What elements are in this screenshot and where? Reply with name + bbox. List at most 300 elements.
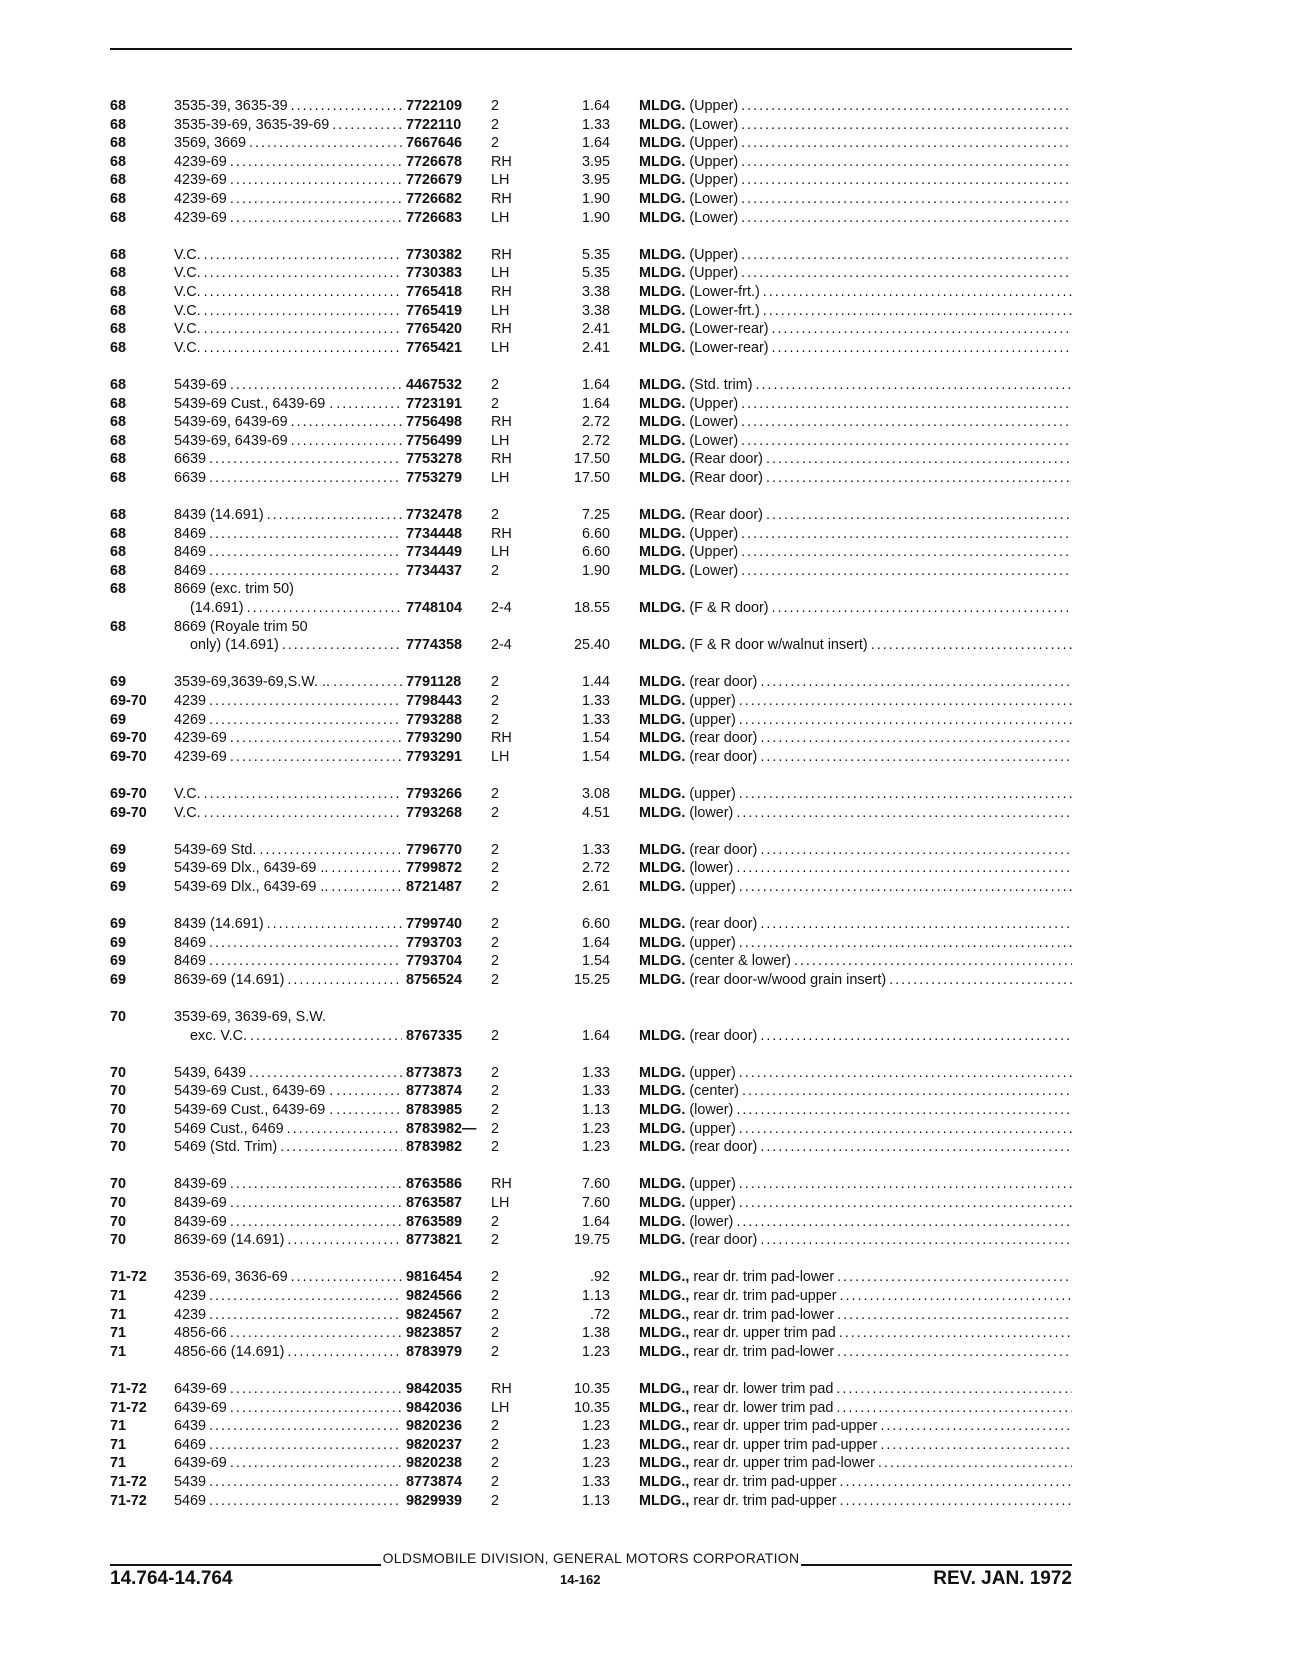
model-year: 71-72 (110, 1492, 147, 1509)
body-model: 8469 . . . (174, 952, 404, 971)
description-name: MLDG. (639, 878, 686, 895)
description-detail: rear dr. trim pad-lower (689, 1343, 835, 1360)
parts-row (110, 1101, 1072, 1120)
part-number: 7756499 (402, 432, 462, 451)
list-price: 1.23 (581, 1343, 610, 1360)
model-year: 68 (110, 246, 127, 263)
description-name: MLDG. (639, 600, 686, 617)
list-price: 3.08 (581, 785, 610, 802)
model-year: 71-72 (110, 1269, 147, 1286)
model-year: 71 (110, 1343, 127, 1360)
list-price: 1.33 (581, 116, 610, 133)
part-description (639, 748, 1072, 767)
quantity: 2 (491, 1325, 500, 1342)
description-detail: (Rear door) (685, 451, 763, 468)
body-model: 8439 (14.691) . . . (174, 506, 404, 525)
quantity: 2 (491, 916, 500, 933)
description-detail: (rear door) (685, 1139, 758, 1156)
part-number: 9842036 (402, 1399, 462, 1418)
model-year: 68 (110, 544, 127, 561)
body-model: 8439-69 . . . (174, 1175, 404, 1194)
description-name: MLDG. (639, 302, 686, 319)
list-price: 3.95 (581, 153, 610, 170)
description-name: MLDG. (639, 469, 686, 486)
quantity: 2 (491, 693, 500, 709)
list-price: 18.55 (573, 600, 610, 617)
description-name: MLDG. (639, 376, 686, 393)
quantity: LH (491, 209, 510, 226)
quantity: 2 (491, 1343, 500, 1360)
part-number: 7667646 (402, 134, 462, 153)
quantity: RH (491, 1176, 512, 1193)
description-detail: (upper) (685, 878, 736, 895)
quantity: 2 (491, 376, 500, 393)
parts-group (110, 1008, 1072, 1045)
description-detail: rear dr. trim pad-upper (689, 1492, 837, 1509)
list-price: 1.90 (581, 562, 610, 579)
model-year: 68 (110, 525, 127, 542)
list-price: 5.35 (581, 246, 610, 263)
part-description (639, 264, 1072, 283)
part-description (639, 153, 1072, 172)
list-price: 1.90 (581, 209, 610, 226)
model-year: 68 (110, 153, 127, 170)
description-detail: (Rear door) (685, 507, 763, 524)
list-price: .72 (589, 1306, 610, 1323)
parts-row (110, 934, 1072, 953)
parts-row (110, 283, 1072, 302)
part-description (639, 692, 1072, 711)
description-name: MLDG. (639, 730, 686, 747)
part-number: 7722110 (402, 116, 461, 135)
part-number: 7730382 (402, 246, 462, 265)
part-number: 8721487 (402, 878, 462, 897)
model-year: 70 (110, 1176, 127, 1193)
footer-rule-right (801, 1564, 1072, 1566)
part-number: 7791128 (402, 673, 461, 692)
parts-group (110, 1380, 1072, 1510)
part-description (639, 1399, 1072, 1418)
body-model: 8639-69 (14.691) . . . (174, 1231, 404, 1250)
list-price: 1.33 (581, 693, 610, 709)
description-name: MLDG., (639, 1325, 690, 1342)
body-model: 5439-69 Cust., 6439-69 . . . . (174, 395, 404, 414)
description-detail: (rear door) (685, 674, 758, 691)
list-price: 1.33 (581, 841, 610, 858)
description-detail: (rear door) (685, 748, 758, 765)
description-detail: (rear door) (685, 916, 758, 933)
description-detail: (lower) (685, 804, 734, 821)
body-model: V.C. . . . (174, 804, 404, 823)
body-model: V.C. . . . (174, 339, 404, 358)
list-price: 3.38 (581, 302, 610, 319)
part-description (639, 302, 1072, 321)
part-number: 7793291 (402, 748, 462, 767)
model-year: 71-72 (110, 1399, 147, 1416)
part-number: 7722109 (402, 97, 462, 116)
list-price: 6.60 (581, 544, 610, 561)
parts-row (110, 952, 1072, 971)
footer-rule-left (110, 1564, 381, 1566)
parts-row (110, 1027, 1072, 1046)
parts-row (110, 1064, 1072, 1083)
list-price: 7.60 (581, 1176, 610, 1193)
description-name: MLDG. (639, 246, 686, 263)
body-model: 3536-69, 3636-69 . . . (174, 1268, 404, 1287)
model-year: 68 (110, 451, 127, 468)
quantity: 2 (491, 1436, 500, 1453)
quantity: LH (491, 172, 510, 189)
parts-row (110, 1343, 1072, 1362)
model-year: 68 (110, 507, 127, 524)
quantity: LH (491, 302, 510, 319)
body-model: 8469 . . . (174, 543, 404, 562)
list-price: 1.23 (581, 1455, 610, 1472)
description-name: MLDG. (639, 414, 686, 431)
parts-row (110, 599, 1072, 618)
body-model: 3569, 3669 . . . (174, 134, 404, 153)
quantity: 2 (491, 1102, 500, 1119)
list-price: 5.35 (581, 265, 610, 282)
part-number: 7798443 (402, 692, 462, 711)
list-price: 1.64 (581, 1027, 610, 1044)
list-price: 2.72 (581, 414, 610, 431)
body-model: 3535-39, 3635-39 . . . (174, 97, 404, 116)
description-detail: (Upper) (685, 265, 739, 282)
description-name: MLDG., (639, 1455, 690, 1472)
quantity: LH (491, 544, 510, 561)
parts-row (110, 506, 1072, 525)
parts-group (110, 1175, 1072, 1249)
list-price: .92 (589, 1269, 610, 1286)
footer-corporation-line (110, 1548, 1072, 1568)
description-detail: (rear door-w/wood grain insert) (685, 971, 887, 988)
part-description (639, 1138, 1072, 1157)
body-model: 4239 . . . (174, 1306, 404, 1325)
description-name: MLDG. (639, 934, 686, 951)
part-description (639, 599, 1072, 618)
description-name: MLDG. (639, 1195, 686, 1212)
parts-row (110, 1492, 1072, 1511)
parts-row (110, 636, 1072, 655)
body-model: 4239-69 . . . (174, 153, 404, 172)
description-detail: (lower) (685, 1102, 734, 1119)
model-year: 68 (110, 339, 127, 356)
quantity: RH (491, 153, 512, 170)
parts-row (110, 134, 1072, 153)
description-detail: (Rear door) (685, 469, 763, 486)
part-description (639, 1306, 1072, 1325)
list-price: 1.64 (581, 1213, 610, 1230)
part-description (639, 1027, 1072, 1046)
parts-row (110, 729, 1072, 748)
body-model: 8439-69 . . . (174, 1213, 404, 1232)
quantity: 2 (491, 135, 500, 152)
parts-row (110, 153, 1072, 172)
part-number: 7765420 (402, 320, 462, 339)
description-detail: (F & R door) (685, 600, 769, 617)
parts-group (110, 785, 1072, 822)
part-description (639, 97, 1072, 116)
model-year: 70 (110, 1195, 127, 1212)
part-description (639, 785, 1072, 804)
part-number: 9816454 (402, 1268, 462, 1287)
body-model: 5439-69 Cust., 6439-69 . . . . (174, 1101, 404, 1120)
parts-row (110, 562, 1072, 581)
description-name: MLDG., (639, 1473, 690, 1490)
part-number: 8756524 (402, 971, 462, 990)
description-detail: (rear door) (685, 1027, 758, 1044)
description-detail: (Lower) (685, 209, 739, 226)
part-number: 7726679 (402, 171, 462, 190)
description-detail: rear dr. upper trim pad (689, 1325, 836, 1342)
part-number: 7734448 (402, 525, 462, 544)
part-number: 7753279 (402, 469, 462, 488)
part-description (639, 841, 1072, 860)
body-model: 8439-69 . . . (174, 1194, 404, 1213)
part-number: 7732478 (402, 506, 462, 525)
part-description (639, 246, 1072, 265)
description-detail: (Upper) (685, 544, 739, 561)
part-number: 9842035 (402, 1380, 462, 1399)
model-year: 71 (110, 1325, 127, 1342)
model-year: 69 (110, 953, 127, 970)
part-description (639, 171, 1072, 190)
body-model: 5469 (Std. Trim) . . . (174, 1138, 404, 1157)
parts-row (110, 785, 1072, 804)
part-description (639, 804, 1072, 823)
quantity: 2 (491, 674, 500, 691)
part-description (639, 729, 1072, 748)
description-name: MLDG., (639, 1306, 690, 1323)
parts-row (110, 339, 1072, 358)
description-name: MLDG. (639, 860, 686, 877)
part-number: 7726678 (402, 153, 462, 172)
list-price: 1.64 (581, 376, 610, 393)
body-model: V.C. . . . (174, 302, 404, 321)
parts-row (110, 1175, 1072, 1194)
part-description (639, 1120, 1072, 1139)
parts-row (110, 1454, 1072, 1473)
parts-group (110, 915, 1072, 989)
list-price: 1.33 (581, 711, 610, 728)
list-price: 1.38 (581, 1325, 610, 1342)
description-detail: (rear door) (685, 1232, 758, 1249)
quantity: 2 (491, 1232, 500, 1249)
description-name: MLDG. (639, 395, 686, 412)
model-year: 71 (110, 1455, 127, 1472)
model-year: 70 (110, 1102, 127, 1119)
body-model: 5439 . . . (174, 1473, 404, 1492)
body-model: only) (14.691) . . . (174, 636, 404, 655)
part-description (639, 915, 1072, 934)
model-year: 70 (110, 1064, 127, 1081)
description-name: MLDG., (639, 1492, 690, 1509)
quantity: 2-4 (491, 637, 512, 654)
model-year: 68 (110, 172, 127, 189)
quantity: 2 (491, 395, 500, 412)
description-detail: (upper) (685, 1064, 736, 1081)
model-year: 69 (110, 860, 127, 877)
body-model: 5439-69 Dlx., 6439-69 .. . . . (174, 859, 404, 878)
body-model: 6639 . . . (174, 450, 404, 469)
parts-row (110, 525, 1072, 544)
parts-group (110, 1268, 1072, 1361)
parts-row (110, 1473, 1072, 1492)
description-name: MLDG. (639, 432, 686, 449)
part-description (639, 339, 1072, 358)
part-number: 8773873 (402, 1064, 462, 1083)
top-rule (110, 48, 1072, 50)
body-model: 5439-69, 6439-69 . . . (174, 413, 404, 432)
part-description (639, 1194, 1072, 1213)
model-year: 69 (110, 916, 127, 933)
description-name: MLDG. (639, 321, 686, 338)
quantity: 2 (491, 1492, 500, 1509)
list-price: 15.25 (573, 971, 610, 988)
quantity: RH (491, 730, 512, 747)
part-number: 7774358 (402, 636, 462, 655)
model-year: 71-72 (110, 1473, 147, 1490)
part-description (639, 506, 1072, 525)
parts-row (110, 1324, 1072, 1343)
part-number: 8783982 (402, 1138, 462, 1157)
body-model: 8669 (exc. trim 50) (174, 581, 294, 598)
parts-row (110, 748, 1072, 767)
part-description (639, 525, 1072, 544)
model-year: 69-70 (110, 693, 147, 709)
quantity: 2 (491, 711, 500, 728)
quantity: LH (491, 469, 510, 486)
body-model: V.C. . . . (174, 264, 404, 283)
part-description (639, 395, 1072, 414)
part-description (639, 469, 1072, 488)
list-price: 1.33 (581, 1473, 610, 1490)
body-model: 8439 (14.691) . . . (174, 915, 404, 934)
part-description (639, 952, 1072, 971)
list-price: 2.72 (581, 432, 610, 449)
list-price: 17.50 (573, 451, 610, 468)
parts-row (110, 1082, 1072, 1101)
description-name: MLDG. (639, 971, 686, 988)
part-description (639, 971, 1072, 990)
list-price: 1.13 (581, 1288, 610, 1304)
part-description (639, 711, 1072, 730)
parts-row (110, 618, 1072, 637)
description-name: MLDG. (639, 209, 686, 226)
list-price: 2.61 (581, 878, 610, 895)
description-name: MLDG. (639, 544, 686, 561)
description-detail: rear dr. lower trim pad (689, 1380, 834, 1397)
description-detail: (lower) (685, 1213, 734, 1230)
description-name: MLDG. (639, 1120, 686, 1137)
parts-row (110, 97, 1072, 116)
parts-row (110, 878, 1072, 897)
description-name: MLDG. (639, 153, 686, 170)
parts-group (110, 1064, 1072, 1157)
description-detail: rear dr. lower trim pad (689, 1399, 834, 1416)
description-name: MLDG. (639, 98, 686, 114)
list-price: 1.23 (581, 1139, 610, 1156)
parts-row (110, 1287, 1072, 1306)
part-description (639, 673, 1072, 692)
body-model: V.C. . . . (174, 246, 404, 265)
description-name: MLDG. (639, 339, 686, 356)
quantity: RH (491, 525, 512, 542)
quantity: 2 (491, 785, 500, 802)
footer-corporation: OLDSMOBILE DIVISION, GENERAL MOTORS CORPORATION (382, 1550, 800, 1566)
part-description (639, 1082, 1072, 1101)
model-year: 68 (110, 432, 127, 449)
list-price: 3.95 (581, 172, 610, 189)
description-detail: (Std. trim) (685, 376, 753, 393)
parts-row (110, 543, 1072, 562)
description-name: MLDG. (639, 693, 686, 709)
body-model: 4856-66 (14.691) . . . (174, 1343, 404, 1362)
parts-row (110, 209, 1072, 228)
part-description (639, 934, 1072, 953)
description-detail: (center) (685, 1083, 739, 1100)
model-year: 68 (110, 469, 127, 486)
model-year: 71 (110, 1306, 127, 1323)
part-number: 8763589 (402, 1213, 462, 1232)
parts-group (110, 246, 1072, 358)
part-number: 8783982— (402, 1120, 476, 1139)
description-detail: (Lower) (685, 190, 739, 207)
description-detail: (Lower) (685, 116, 739, 133)
parts-row (110, 376, 1072, 395)
list-price: 4.51 (581, 804, 610, 821)
description-detail: (Upper) (685, 172, 739, 189)
parts-row (110, 171, 1072, 190)
part-description (639, 1343, 1072, 1362)
quantity: LH (491, 265, 510, 282)
part-number: 4467532 (402, 376, 462, 395)
parts-row (110, 1417, 1072, 1436)
parts-row (110, 711, 1072, 730)
model-year: 68 (110, 98, 127, 114)
parts-row (110, 450, 1072, 469)
part-number: 9820237 (402, 1436, 462, 1455)
body-model: 6469 . . . (174, 1436, 404, 1455)
description-detail: rear dr. upper trim pad-lower (689, 1455, 875, 1472)
parts-row (110, 320, 1072, 339)
parts-row (110, 1138, 1072, 1157)
part-number: 7756498 (402, 413, 462, 432)
model-year: 69 (110, 711, 127, 728)
description-name: MLDG. (639, 804, 686, 821)
description-detail: rear dr. trim pad-upper (689, 1288, 837, 1304)
parts-row (110, 915, 1072, 934)
model-year: 68 (110, 265, 127, 282)
list-price: 2.41 (581, 321, 610, 338)
model-year: 69-70 (110, 748, 147, 765)
quantity: LH (491, 1399, 510, 1416)
part-number: 7799872 (402, 859, 462, 878)
part-description (639, 1231, 1072, 1250)
list-price: 1.44 (581, 674, 610, 691)
body-model: V.C. . . . (174, 283, 404, 302)
part-description (639, 636, 1072, 655)
list-price: 3.38 (581, 283, 610, 300)
model-year: 69-70 (110, 730, 147, 747)
list-price: 1.54 (581, 730, 610, 747)
quantity: 2 (491, 1455, 500, 1472)
quantity: 2 (491, 1027, 500, 1044)
model-year: 71-72 (110, 1380, 147, 1397)
description-name: MLDG., (639, 1399, 690, 1416)
description-name: MLDG. (639, 1027, 686, 1044)
